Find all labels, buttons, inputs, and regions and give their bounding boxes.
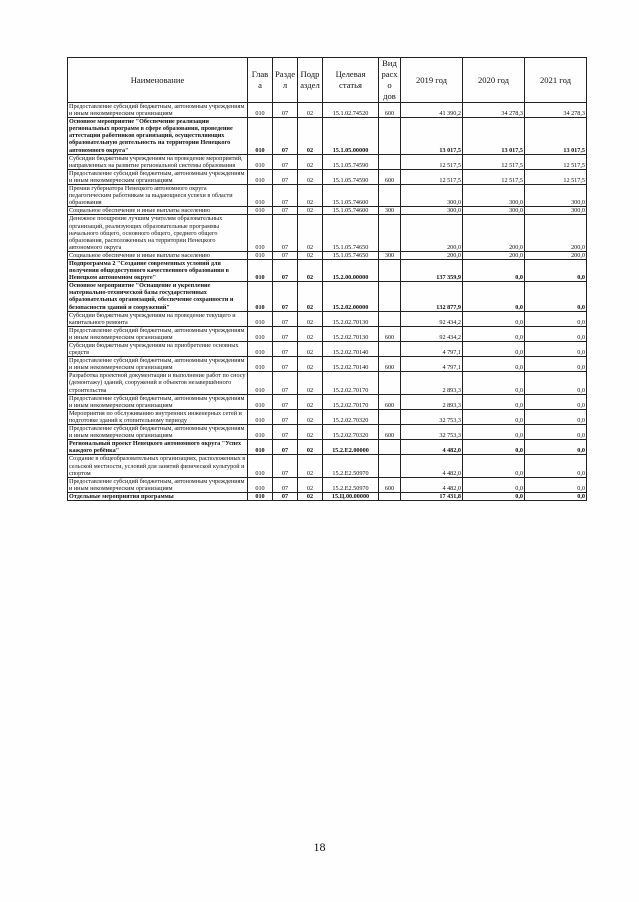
cell-vid bbox=[379, 409, 401, 424]
cell-vid bbox=[379, 492, 401, 500]
header-glava: Глав а bbox=[248, 58, 273, 103]
cell-name: Подпрограмма 2 "Создание современных условий для получения общедоступного качественного образования в Ненецком автономном округе" bbox=[68, 259, 248, 281]
table-row bbox=[68, 282, 587, 311]
cell-glava: 010 bbox=[248, 440, 273, 455]
cell-podrazdel: 02 bbox=[298, 207, 323, 215]
cell-2021: 13 017,5 bbox=[525, 118, 587, 154]
cell-target: 15.2.02.70140 bbox=[323, 342, 379, 357]
page-number: 18 bbox=[313, 840, 326, 854]
cell-2020: 300,0 bbox=[463, 185, 525, 207]
cell-2020: 0,0 bbox=[463, 425, 525, 440]
header-target: Целевая статья bbox=[323, 58, 379, 103]
cell-2021: 300,0 bbox=[525, 185, 587, 207]
cell-2019: 17 431,8 bbox=[401, 492, 463, 500]
cell-vid bbox=[379, 259, 401, 281]
cell-2021: 0,0 bbox=[525, 455, 587, 477]
table-row bbox=[68, 118, 587, 154]
header-name: Наименование bbox=[68, 58, 248, 103]
cell-target: 15.1.05.00000 bbox=[323, 118, 379, 154]
cell-2020: 0,0 bbox=[463, 394, 525, 409]
cell-glava: 010 bbox=[248, 357, 273, 372]
table-row bbox=[68, 103, 587, 118]
cell-glava: 010 bbox=[248, 103, 273, 118]
cell-2019: 2 893,3 bbox=[401, 372, 463, 394]
header-razdel: Разде л bbox=[273, 58, 298, 103]
cell-2020: 200,0 bbox=[463, 251, 525, 259]
table-row bbox=[68, 311, 587, 326]
cell-2019: 41 390,2 bbox=[401, 103, 463, 118]
budget-table bbox=[67, 57, 587, 501]
cell-2019: 300,0 bbox=[401, 185, 463, 207]
cell-2021: 0,0 bbox=[525, 282, 587, 311]
cell-name: Премии губернатора Ненецкого автономного округа педагогическим работникам за выдающиеся успехи в области образования bbox=[68, 185, 248, 207]
cell-2019: 300,0 bbox=[401, 207, 463, 215]
cell-2020: 0,0 bbox=[463, 282, 525, 311]
cell-razdel: 07 bbox=[273, 118, 298, 154]
cell-2020: 0,0 bbox=[463, 477, 525, 492]
cell-name: Субсидии бюджетным учреждениям на приобретение основных средств bbox=[68, 342, 248, 357]
cell-2020: 0,0 bbox=[463, 259, 525, 281]
cell-2019: 92 434,2 bbox=[401, 311, 463, 326]
cell-podrazdel: 02 bbox=[298, 492, 323, 500]
cell-2020: 300,0 bbox=[463, 207, 525, 215]
header-row bbox=[68, 58, 587, 103]
table-row bbox=[68, 207, 587, 215]
cell-target: 15.2.02.70320 bbox=[323, 409, 379, 424]
cell-2021: 12 517,5 bbox=[525, 169, 587, 184]
cell-podrazdel: 02 bbox=[298, 215, 323, 251]
cell-2019: 132 877,9 bbox=[401, 282, 463, 311]
cell-target: 15.1.05.74600 bbox=[323, 185, 379, 207]
cell-glava: 010 bbox=[248, 169, 273, 184]
table-row bbox=[68, 259, 587, 281]
cell-name: Мероприятия по обслуживанию внутренних инженерных сетей и подготовке зданий к отопительному периоду bbox=[68, 409, 248, 424]
cell-target: 15.1.05.74590 bbox=[323, 154, 379, 169]
cell-name: Основное мероприятие "Оснащение и укрепление материально-технической базы государственных образовательных организаций, обеспечение сохранности и безопасности зданий и сооружений" bbox=[68, 282, 248, 311]
table-row bbox=[68, 409, 587, 424]
cell-name: Предоставление субсидий бюджетным, автономным учреждениям и иным некоммерческим организациям bbox=[68, 394, 248, 409]
cell-2019: 12 517,5 bbox=[401, 154, 463, 169]
cell-target: 15.2.02.70130 bbox=[323, 311, 379, 326]
table-row bbox=[68, 455, 587, 477]
cell-name: Создание в общеобразовательных организациях, расположенных в сельской местности, условий для занятий физической культурой и спортом bbox=[68, 455, 248, 477]
header-vid: Вид расхо дов bbox=[379, 58, 401, 103]
cell-podrazdel: 02 bbox=[298, 455, 323, 477]
cell-target: 15.Ц.00.00000 bbox=[323, 492, 379, 500]
cell-target: 15.1.05.74590 bbox=[323, 169, 379, 184]
cell-razdel: 07 bbox=[273, 425, 298, 440]
cell-vid: 600 bbox=[379, 169, 401, 184]
cell-razdel: 07 bbox=[273, 357, 298, 372]
table-row bbox=[68, 251, 587, 259]
cell-podrazdel: 02 bbox=[298, 425, 323, 440]
cell-2021: 0,0 bbox=[525, 492, 587, 500]
cell-2019: 13 017,5 bbox=[401, 118, 463, 154]
cell-podrazdel: 02 bbox=[298, 357, 323, 372]
cell-glava: 010 bbox=[248, 372, 273, 394]
cell-razdel: 07 bbox=[273, 207, 298, 215]
cell-name: Отдельные мероприятия программы bbox=[68, 492, 248, 500]
cell-target: 15.1.05.74650 bbox=[323, 215, 379, 251]
cell-2021: 0,0 bbox=[525, 259, 587, 281]
cell-podrazdel: 02 bbox=[298, 103, 323, 118]
table-row bbox=[68, 185, 587, 207]
cell-vid bbox=[379, 455, 401, 477]
header-2020: 2020 год bbox=[463, 58, 525, 103]
cell-podrazdel: 02 bbox=[298, 154, 323, 169]
cell-razdel: 07 bbox=[273, 154, 298, 169]
cell-glava: 010 bbox=[248, 326, 273, 341]
cell-razdel: 07 bbox=[273, 440, 298, 455]
cell-2019: 4 482,0 bbox=[401, 477, 463, 492]
cell-2021: 0,0 bbox=[525, 440, 587, 455]
cell-glava: 010 bbox=[248, 118, 273, 154]
cell-vid: 600 bbox=[379, 477, 401, 492]
cell-razdel: 07 bbox=[273, 492, 298, 500]
cell-vid bbox=[379, 311, 401, 326]
cell-glava: 010 bbox=[248, 185, 273, 207]
cell-2019: 200,0 bbox=[401, 215, 463, 251]
cell-glava: 010 bbox=[248, 259, 273, 281]
cell-podrazdel: 02 bbox=[298, 440, 323, 455]
cell-razdel: 07 bbox=[273, 103, 298, 118]
cell-podrazdel: 02 bbox=[298, 282, 323, 311]
cell-razdel: 07 bbox=[273, 372, 298, 394]
cell-2021: 300,0 bbox=[525, 207, 587, 215]
cell-razdel: 07 bbox=[273, 455, 298, 477]
cell-razdel: 07 bbox=[273, 185, 298, 207]
cell-glava: 010 bbox=[248, 207, 273, 215]
cell-name: Разработка проектной документации и выполнение работ по сносу (демонтажу) зданий, сооружений и объектов незавершённого строительства bbox=[69, 372, 246, 394]
cell-razdel: 07 bbox=[273, 477, 298, 492]
cell-vid bbox=[379, 154, 401, 169]
cell-2020: 200,0 bbox=[463, 215, 525, 251]
cell-vid bbox=[379, 215, 401, 251]
cell-podrazdel: 02 bbox=[298, 118, 323, 154]
cell-name: Предоставление субсидий бюджетным, автономным учреждениям и иным некоммерческим организациям bbox=[68, 477, 248, 492]
cell-name: Предоставление субсидий бюджетным, автономным учреждениям и иным некоммерческим организациям bbox=[68, 103, 248, 118]
cell-2020: 0,0 bbox=[463, 311, 525, 326]
cell-razdel: 07 bbox=[273, 409, 298, 424]
cell-vid bbox=[379, 118, 401, 154]
cell-2019: 2 893,3 bbox=[401, 394, 463, 409]
cell-glava: 010 bbox=[248, 409, 273, 424]
cell-2019: 4 482,0 bbox=[401, 440, 463, 455]
cell-target: 15.2.02.70320 bbox=[323, 425, 379, 440]
cell-name: Предоставление субсидий бюджетным, автономным учреждениям и иным некоммерческим организациям bbox=[68, 326, 248, 341]
cell-2021: 200,0 bbox=[525, 215, 587, 251]
cell-2020: 0,0 bbox=[463, 440, 525, 455]
cell-vid bbox=[379, 282, 401, 311]
cell-vid: 600 bbox=[379, 326, 401, 341]
table-row bbox=[68, 477, 587, 492]
cell-2019: 4 482,0 bbox=[401, 455, 463, 477]
cell-razdel: 07 bbox=[273, 259, 298, 281]
cell-2020: 0,0 bbox=[463, 357, 525, 372]
cell-2019: 4 797,1 bbox=[401, 342, 463, 357]
cell-name: Субсидии бюджетным учреждениям на проведение мероприятий, направленных на развитие региональной системы образования bbox=[68, 154, 248, 169]
cell-2019: 4 797,1 bbox=[401, 357, 463, 372]
cell-vid: 600 bbox=[379, 103, 401, 118]
cell-glava: 010 bbox=[248, 394, 273, 409]
cell-2021: 0,0 bbox=[525, 342, 587, 357]
cell-glava: 010 bbox=[248, 251, 273, 259]
cell-2020: 12 517,5 bbox=[463, 169, 525, 184]
cell-name: Предоставление субсидий бюджетным, автономным учреждениям и иным некоммерческим организациям bbox=[68, 169, 248, 184]
cell-2019: 32 753,3 bbox=[401, 425, 463, 440]
cell-2019: 137 359,9 bbox=[401, 259, 463, 281]
cell-2021: 0,0 bbox=[525, 409, 587, 424]
cell-2020: 13 017,5 bbox=[463, 118, 525, 154]
cell-podrazdel: 02 bbox=[298, 251, 323, 259]
cell-name: Предоставление субсидий бюджетным, автономным учреждениям и иным некоммерческим организациям bbox=[68, 425, 248, 440]
cell-glava: 010 bbox=[248, 311, 273, 326]
table-row bbox=[68, 326, 587, 341]
cell-glava: 010 bbox=[248, 154, 273, 169]
cell-name: Социальное обеспечение и иные выплаты населению bbox=[68, 251, 248, 259]
cell-2019: 92 434,2 bbox=[401, 326, 463, 341]
cell-target: 15.2.02.70140 bbox=[323, 357, 379, 372]
cell-razdel: 07 bbox=[273, 326, 298, 341]
cell-razdel: 07 bbox=[273, 394, 298, 409]
cell-glava: 010 bbox=[248, 455, 273, 477]
cell-target: 15.1.05.74600 bbox=[323, 207, 379, 215]
cell-vid bbox=[379, 440, 401, 455]
cell-target: 15.1.02.74520 bbox=[323, 103, 379, 118]
cell-name: Региональный проект Ненецкого автономного округа "Успех каждого ребёнка" bbox=[68, 440, 248, 455]
cell-target: 15.2.E2.50970 bbox=[323, 455, 379, 477]
cell-razdel: 07 bbox=[273, 251, 298, 259]
cell-2020: 34 278,3 bbox=[463, 103, 525, 118]
cell-vid: 600 bbox=[379, 425, 401, 440]
cell-razdel: 07 bbox=[273, 282, 298, 311]
cell-podrazdel: 02 bbox=[298, 169, 323, 184]
cell-2019: 200,0 bbox=[401, 251, 463, 259]
header-2021: 2021 год bbox=[525, 58, 587, 103]
table-row bbox=[68, 372, 587, 394]
cell-name: Социальное обеспечение и иные выплаты населению bbox=[68, 207, 248, 215]
cell-2020: 0,0 bbox=[463, 492, 525, 500]
table-row bbox=[68, 394, 587, 409]
cell-razdel: 07 bbox=[273, 311, 298, 326]
cell-2021: 12 517,5 bbox=[525, 154, 587, 169]
cell-vid: 300 bbox=[379, 251, 401, 259]
cell-podrazdel: 02 bbox=[298, 409, 323, 424]
cell-2020: 12 517,5 bbox=[463, 154, 525, 169]
cell-glava: 010 bbox=[248, 492, 273, 500]
cell-glava: 010 bbox=[248, 342, 273, 357]
cell-vid bbox=[379, 185, 401, 207]
cell-glava: 010 bbox=[248, 282, 273, 311]
cell-2021: 0,0 bbox=[525, 311, 587, 326]
cell-2020: 0,0 bbox=[463, 342, 525, 357]
table-body bbox=[68, 103, 587, 501]
cell-target: 15.1.05.74650 bbox=[323, 251, 379, 259]
cell-podrazdel: 02 bbox=[298, 394, 323, 409]
cell-razdel: 07 bbox=[273, 169, 298, 184]
cell-name: Предоставление субсидий бюджетным, автономным учреждениям и иным некоммерческим организациям bbox=[68, 357, 248, 372]
cell-2021: 0,0 bbox=[525, 326, 587, 341]
cell-vid: 600 bbox=[379, 357, 401, 372]
cell-target: 15.2.E2.00000 bbox=[323, 440, 379, 455]
table-row bbox=[68, 169, 587, 184]
table-row bbox=[68, 425, 587, 440]
table-row bbox=[68, 342, 587, 357]
cell-vid bbox=[379, 342, 401, 357]
cell-glava: 010 bbox=[248, 215, 273, 251]
cell-target: 15.2.E2.50970 bbox=[323, 477, 379, 492]
cell-2021: 0,0 bbox=[525, 357, 587, 372]
cell-target: 15.2.02.00000 bbox=[323, 282, 379, 311]
cell-2021: 200,0 bbox=[525, 251, 587, 259]
cell-name: Денежное поощрение лучшим учителям образовательных организаций, реализующих образовательные программы начального общего, основного общего, среднего общего образования, расположенных на территории Ненецкого автономного округа bbox=[68, 215, 248, 251]
cell-name: Основное мероприятие "Обеспечение реализации региональных программ в сфере образования, проведение аттестации работников организаций, осуществляющих образовательную деятельность на территории Ненецкого автономного округа" bbox=[68, 118, 248, 154]
cell-2019: 12 517,5 bbox=[401, 169, 463, 184]
table-row bbox=[68, 492, 587, 500]
cell-podrazdel: 02 bbox=[298, 372, 323, 394]
cell-2021: 34 278,3 bbox=[525, 103, 587, 118]
cell-podrazdel: 02 bbox=[298, 311, 323, 326]
cell-2019: 32 753,3 bbox=[401, 409, 463, 424]
cell-2021: 0,0 bbox=[525, 394, 587, 409]
table-row bbox=[68, 215, 587, 251]
cell-2021: 0,0 bbox=[525, 372, 587, 394]
header-2019: 2019 год bbox=[401, 58, 463, 103]
cell-target: 15.2.00.00000 bbox=[323, 259, 379, 281]
header-podrazdel: Подр аздел bbox=[298, 58, 323, 103]
cell-razdel: 07 bbox=[273, 342, 298, 357]
table-row bbox=[68, 154, 587, 169]
table-row bbox=[68, 440, 587, 455]
cell-vid: 300 bbox=[379, 207, 401, 215]
cell-podrazdel: 02 bbox=[298, 185, 323, 207]
cell-podrazdel: 02 bbox=[298, 477, 323, 492]
cell-target: 15.2.02.70130 bbox=[323, 326, 379, 341]
cell-glava: 010 bbox=[248, 425, 273, 440]
cell-podrazdel: 02 bbox=[298, 259, 323, 281]
cell-vid bbox=[379, 372, 401, 394]
cell-2020: 0,0 bbox=[463, 409, 525, 424]
cell-podrazdel: 02 bbox=[298, 326, 323, 341]
cell-2021: 0,0 bbox=[525, 477, 587, 492]
cell-podrazdel: 02 bbox=[298, 342, 323, 357]
cell-glava: 010 bbox=[248, 477, 273, 492]
cell-2021: 0,0 bbox=[525, 425, 587, 440]
cell-name: Субсидии бюджетным учреждениям на проведение текущего и капитального ремонта bbox=[68, 311, 248, 326]
cell-2020: 0,0 bbox=[463, 326, 525, 341]
cell-razdel: 07 bbox=[273, 215, 298, 251]
cell-target: 15.2.02.70170 bbox=[323, 394, 379, 409]
table-row bbox=[68, 357, 587, 372]
cell-2020: 0,0 bbox=[463, 372, 525, 394]
cell-2020: 0,0 bbox=[463, 455, 525, 477]
cell-vid: 600 bbox=[379, 394, 401, 409]
cell-target: 15.2.02.70170 bbox=[323, 372, 379, 394]
